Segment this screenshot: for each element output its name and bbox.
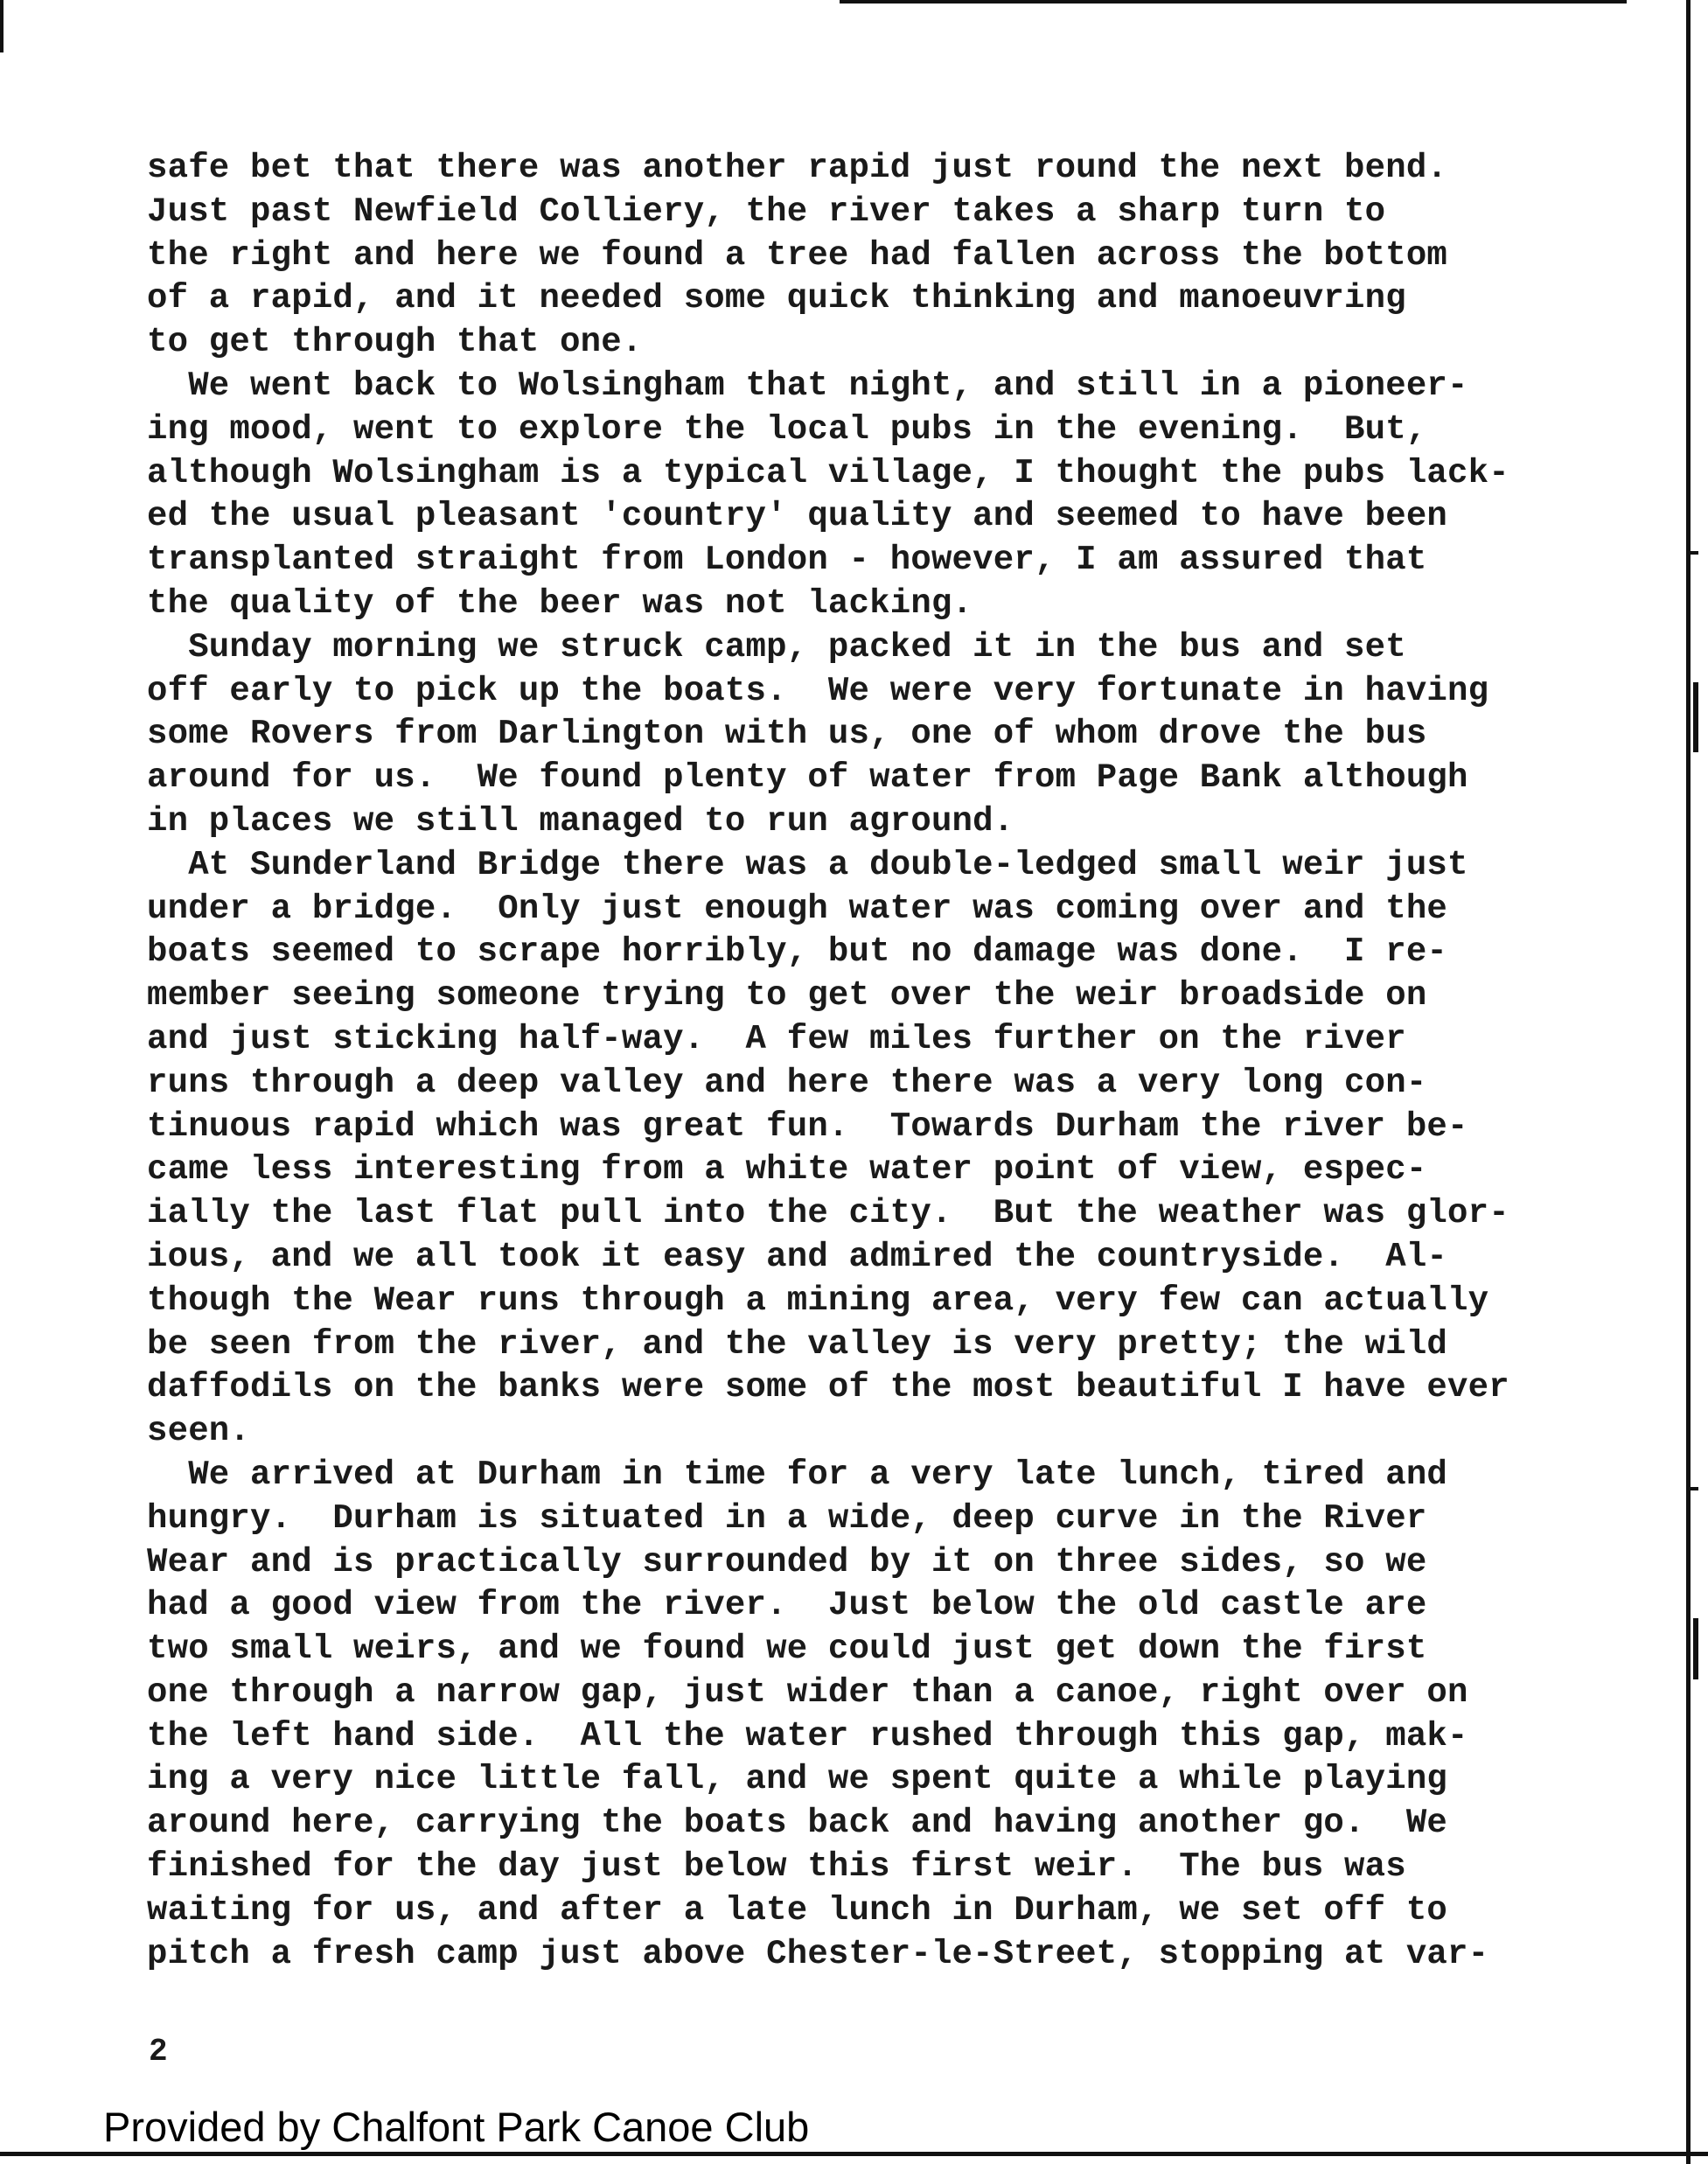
text-line: At Sunderland Bridge there was a double-ledged small weir just <box>147 845 1468 884</box>
text-line: We went back to Wolsingham that night, and still in a pioneer- <box>147 366 1468 405</box>
text-line: ed the usual pleasant 'country' quality and seemed to have been <box>147 497 1448 536</box>
margin-mark <box>1690 551 1698 555</box>
text-line: the quality of the beer was not lacking. <box>147 583 973 623</box>
margin-bracket <box>1693 1618 1698 1679</box>
text-line: to get through that one. <box>147 323 643 362</box>
text-line: boats seemed to scrape horribly, but no damage was done. I re- <box>147 932 1448 972</box>
text-line: tinuous rapid which was great fun. Towards Durham the river be- <box>147 1106 1468 1146</box>
text-line: finished for the day just below this first weir. The bus was <box>147 1847 1406 1887</box>
text-line: waiting for us, and after a late lunch in Durham, we set off to <box>147 1890 1448 1930</box>
text-line: runs through a deep valley and here there was a very long con- <box>147 1063 1427 1102</box>
scan-edge-top <box>840 0 1627 3</box>
text-line: some Rovers from Darlington with us, one of whom drove the bus <box>147 715 1427 754</box>
page-number: 2 <box>149 2034 168 2070</box>
text-line: hungry. Durham is situated in a wide, deep curve in the River <box>147 1498 1427 1538</box>
text-line: ing a very nice little fall, and we spent quite a while playing <box>147 1760 1448 1799</box>
scan-edge-left <box>0 0 3 52</box>
text-line: although Wolsingham is a typical village, I thought the pubs lack- <box>147 453 1509 492</box>
text-line: daffodils on the banks were some of the most beautiful I have ever <box>147 1368 1509 1407</box>
text-line: safe bet that there was another rapid just round the next bend. <box>147 149 1448 187</box>
text-line: ially the last flat pull into the city. But the weather was glor- <box>147 1194 1509 1233</box>
text-line: of a rapid, and it needed some quick thinking and manoeuvring <box>147 279 1406 318</box>
margin-mark <box>1690 1487 1698 1490</box>
text-line: ious, and we all took it easy and admired the countryside. Al- <box>147 1237 1448 1276</box>
text-line: seen. <box>147 1412 251 1451</box>
text-line: around for us. We found plenty of water from Page Bank although <box>147 758 1468 798</box>
text-line: one through a narrow gap, just wider than a canoe, right over on <box>147 1672 1468 1712</box>
text-line: two small weirs, and we found we could just get down the first <box>147 1630 1427 1669</box>
scan-edge-right <box>1686 0 1691 2164</box>
text-line: in places we still managed to run aground. <box>147 801 1014 841</box>
provider-credit: Provided by Chalfont Park Canoe Club <box>103 2104 810 2150</box>
text-line: under a bridge. Only just enough water was coming over and the <box>147 889 1448 928</box>
text-line: the left hand side. All the water rushed through this gap, mak- <box>147 1716 1468 1756</box>
text-line: We arrived at Durham in time for a very late lunch, tired and <box>147 1455 1448 1494</box>
text-line: and just sticking half-way. A few miles further on the river <box>147 1019 1406 1058</box>
text-line: off early to pick up the boats. We were very fortunate in having <box>147 671 1489 710</box>
margin-bracket <box>1693 682 1698 752</box>
text-line: be seen from the river, and the valley is very pretty; the wild <box>147 1324 1448 1364</box>
text-line: pitch a fresh camp just above Chester-le-Street, stopping at var- <box>147 1934 1489 1973</box>
text-line: the right and here we found a tree had fallen across the bottom <box>147 235 1448 275</box>
text-line: Just past Newfield Colliery, the river takes a sharp turn to <box>147 192 1386 231</box>
text-line: transplanted straight from London - however, I am assured that <box>147 541 1427 580</box>
text-line: ing mood, went to explore the local pubs in the evening. But, <box>147 409 1427 449</box>
text-line: around here, carrying the boats back and having another go. We <box>147 1804 1448 1843</box>
text-line: had a good view from the river. Just below the old castle are <box>147 1586 1427 1625</box>
text-line: Sunday morning we struck camp, packed it in the bus and set <box>147 627 1406 667</box>
typewritten-body-text <box>147 147 1634 1976</box>
text-line: Wear and is practically surrounded by it on three sides, so we <box>147 1542 1427 1581</box>
text-line: came less interesting from a white water point of view, espec- <box>147 1150 1427 1190</box>
text-line: member seeing someone trying to get over the weir broadside on <box>147 976 1427 1016</box>
text-line: though the Wear runs through a mining area, very few can actually <box>147 1281 1489 1320</box>
scan-edge-bottom <box>0 2152 1708 2156</box>
